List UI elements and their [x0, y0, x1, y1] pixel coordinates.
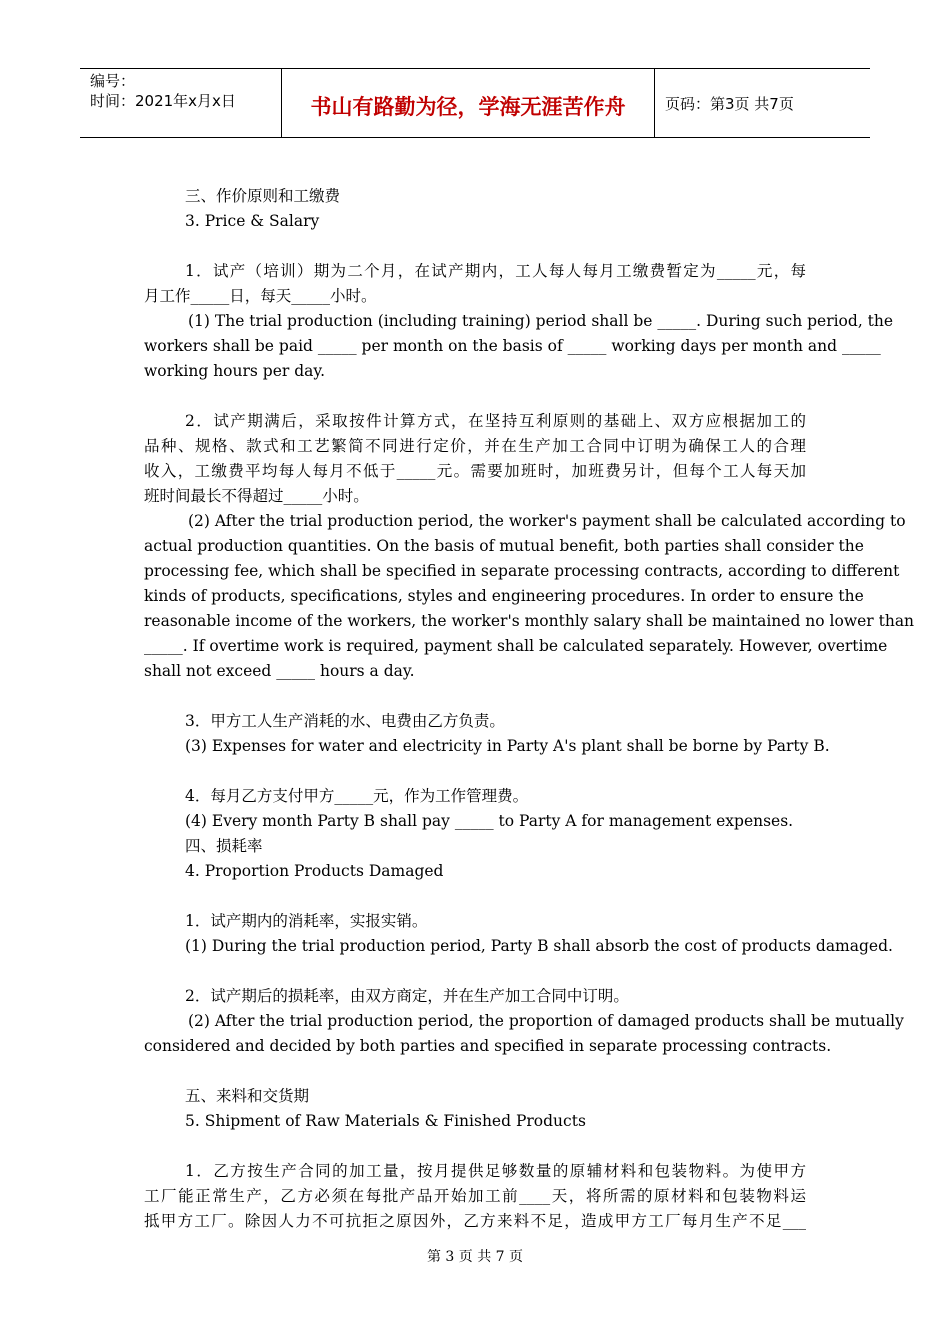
paragraph-line: 月工作_____日，每天_____小时。	[144, 287, 377, 305]
section-4-title-en: 4. Proportion Products Damaged	[185, 862, 444, 880]
paragraph-line: (2) After the trial production period, the proportion of damaged products shall be mutually	[188, 1012, 904, 1030]
paragraph-line: (2) After the trial production period, the worker's payment shall be calculated according to	[188, 512, 906, 530]
paragraph-line: 1．试产（培训）期为二个月，在试产期内，工人每人每月工缴费暂定为_____元，每	[185, 262, 806, 280]
paragraph-line: shall not exceed _____ hours a day.	[144, 662, 415, 680]
paragraph-line: reasonable income of the workers, the worker's monthly salary shall be maintained no lower than	[144, 612, 915, 630]
header-page-number: 页码：第3页 共7页	[665, 95, 794, 113]
header-motto: 书山有路勤为径，学海无涯苦作舟	[310, 95, 626, 119]
paragraph-line: 工厂能正常生产，乙方必须在每批产品开始加工前____天，将所需的原材料和包装物料运	[144, 1187, 806, 1205]
paragraph-line: 1．试产期内的消耗率，实报实销。	[185, 912, 428, 930]
page-footer: 第 3 页 共 7 页	[426, 1249, 524, 1265]
paragraph-line: kinds of products, specifications, styles and engineering procedures. In order to ensure the	[144, 587, 864, 605]
document-number-label: 编号：	[90, 72, 136, 90]
paragraph-line: 品种、规格、款式和工艺繁简不同进行定价，并在生产加工合同中订明为确保工人的合理	[144, 437, 806, 455]
paragraph-line: 4．每月乙方支付甲方_____元，作为工作管理费。	[185, 787, 529, 805]
paragraph-line: (1) The trial production (including training) period shall be _____. During such period, the	[188, 312, 894, 330]
paragraph-line: processing fee, which shall be specified in separate processing contracts, according to different	[144, 562, 900, 580]
document-body	[144, 184, 915, 1234]
paragraph-line: 2．试产期满后，采取按件计算方式，在坚持互利原则的基础上、双方应根据加工的	[185, 412, 806, 430]
section-3-title-en: 3. Price & Salary	[185, 212, 320, 230]
section-5-title-cn: 五、来料和交货期	[185, 1087, 310, 1105]
paragraph-line: _____. If overtime work is required, payment shall be calculated separately. However, overtime	[144, 637, 888, 655]
paragraph-line: (3) Expenses for water and electricity in Party A's plant shall be borne by Party B.	[185, 737, 830, 755]
paragraph-line: (1) During the trial production period, Party B shall absorb the cost of products damaged.	[185, 937, 893, 955]
paragraph-line: 抵甲方工厂。除因人力不可抗拒之原因外，乙方来料不足，造成甲方工厂每月生产不足___	[144, 1212, 806, 1230]
paragraph-line: considered and decided by both parties and specified in separate processing contracts.	[144, 1037, 832, 1055]
paragraph-line: actual production quantities. On the basis of mutual benefit, both parties shall consider the	[144, 537, 864, 555]
paragraph-line: 1．乙方按生产合同的加工量，按月提供足够数量的原辅材料和包装物料。为使甲方	[185, 1162, 806, 1180]
section-5-title-en: 5. Shipment of Raw Materials & Finished Products	[185, 1112, 586, 1130]
header-meta	[90, 71, 280, 111]
paragraph-line: 班时间最长不得超过_____小时。	[144, 487, 369, 505]
document-date-label: 时间：2021年x月x日	[90, 92, 236, 110]
paragraph-line: (4) Every month Party B shall pay _____ to Party A for management expenses.	[185, 812, 794, 830]
paragraph-line: 2．试产期后的损耗率，由双方商定，并在生产加工合同中订明。	[185, 987, 629, 1005]
paragraph-line: working hours per day.	[144, 362, 325, 380]
section-4-title-cn: 四、损耗率	[185, 837, 263, 855]
paragraph-line: 收入，工缴费平均每人每月不低于_____元。需要加班时，加班费另计，但每个工人每天加	[144, 462, 806, 480]
page-header	[80, 68, 870, 138]
section-3-title-cn: 三、作价原则和工缴费	[185, 187, 341, 205]
paragraph-line: 3．甲方工人生产消耗的水、电费由乙方负责。	[185, 712, 505, 730]
header-divider	[654, 69, 655, 137]
paragraph-line: workers shall be paid _____ per month on the basis of _____ working days per month and _____	[144, 337, 881, 355]
